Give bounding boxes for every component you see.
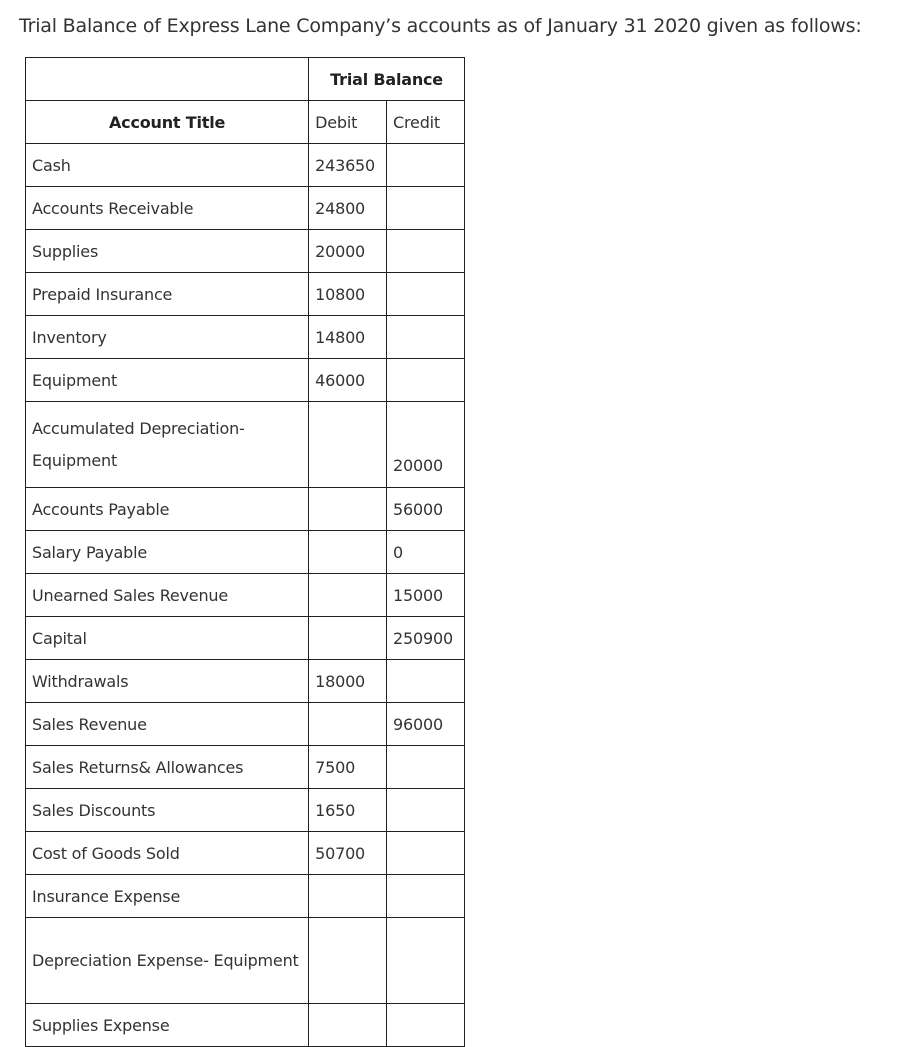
credit-cell: 15000	[387, 574, 465, 617]
table-row	[26, 617, 465, 660]
debit-cell	[309, 402, 387, 488]
credit-cell	[387, 187, 465, 230]
table-row	[26, 832, 465, 875]
table-row	[26, 1004, 465, 1047]
credit-cell	[387, 832, 465, 875]
debit-cell	[309, 531, 387, 574]
table-row	[26, 574, 465, 617]
trial-balance-table	[25, 57, 465, 1047]
table-column-header-row	[26, 101, 465, 144]
table-row	[26, 875, 465, 918]
credit-cell: 0	[387, 531, 465, 574]
table-row	[26, 144, 465, 187]
table-row	[26, 488, 465, 531]
credit-cell: 250900	[387, 617, 465, 660]
table-group-header-row	[26, 58, 465, 101]
debit-cell	[309, 617, 387, 660]
account-cell: Cash	[26, 144, 309, 187]
credit-cell	[387, 273, 465, 316]
account-cell: Salary Payable	[26, 531, 309, 574]
account-cell: Sales Discounts	[26, 789, 309, 832]
table-row	[26, 359, 465, 402]
account-cell: Withdrawals	[26, 660, 309, 703]
debit-cell: 20000	[309, 230, 387, 273]
account-cell: Depreciation Expense- Equipment	[26, 918, 309, 1004]
account-cell: Insurance Expense	[26, 875, 309, 918]
table-row	[26, 789, 465, 832]
debit-cell	[309, 875, 387, 918]
account-cell: Accounts Receivable	[26, 187, 309, 230]
account-cell: Prepaid Insurance	[26, 273, 309, 316]
debit-cell: 243650	[309, 144, 387, 187]
debit-cell	[309, 574, 387, 617]
page-heading: Trial Balance of Express Lane Company’s accounts as of January 31 2020 given as follows:	[19, 15, 862, 37]
credit-header: Credit	[387, 101, 465, 144]
credit-cell: 20000	[387, 402, 465, 488]
empty-header-cell	[26, 58, 309, 101]
table-row	[26, 273, 465, 316]
credit-cell	[387, 789, 465, 832]
account-cell: Supplies	[26, 230, 309, 273]
account-cell: Sales Revenue	[26, 703, 309, 746]
credit-cell	[387, 316, 465, 359]
credit-cell	[387, 875, 465, 918]
credit-cell: 56000	[387, 488, 465, 531]
debit-cell	[309, 1004, 387, 1047]
debit-cell: 14800	[309, 316, 387, 359]
account-cell: Cost of Goods Sold	[26, 832, 309, 875]
debit-cell	[309, 703, 387, 746]
table-row	[26, 703, 465, 746]
debit-cell: 10800	[309, 273, 387, 316]
debit-cell: 24800	[309, 187, 387, 230]
credit-cell	[387, 746, 465, 789]
account-cell: Accounts Payable	[26, 488, 309, 531]
credit-cell	[387, 660, 465, 703]
table-row	[26, 316, 465, 359]
account-title-header: Account Title	[26, 101, 309, 144]
table-row	[26, 746, 465, 789]
debit-cell: 7500	[309, 746, 387, 789]
table-row	[26, 918, 465, 1004]
credit-cell	[387, 918, 465, 1004]
credit-cell	[387, 230, 465, 273]
table-row	[26, 187, 465, 230]
credit-cell: 96000	[387, 703, 465, 746]
debit-cell: 1650	[309, 789, 387, 832]
account-cell: Unearned Sales Revenue	[26, 574, 309, 617]
account-cell: Equipment	[26, 359, 309, 402]
table-row	[26, 531, 465, 574]
debit-cell	[309, 918, 387, 1004]
table-row	[26, 402, 465, 488]
account-cell: Supplies Expense	[26, 1004, 309, 1047]
account-cell: Inventory	[26, 316, 309, 359]
debit-cell	[309, 488, 387, 531]
debit-cell: 46000	[309, 359, 387, 402]
trial-balance-header: Trial Balance	[309, 58, 465, 101]
credit-cell	[387, 144, 465, 187]
debit-cell: 18000	[309, 660, 387, 703]
table-row	[26, 230, 465, 273]
account-cell: Sales Returns& Allowances	[26, 746, 309, 789]
debit-cell: 50700	[309, 832, 387, 875]
account-cell: Accumulated Depreciation- Equipment	[26, 402, 309, 488]
table-row	[26, 660, 465, 703]
debit-header: Debit	[309, 101, 387, 144]
credit-cell	[387, 359, 465, 402]
credit-cell	[387, 1004, 465, 1047]
account-cell: Capital	[26, 617, 309, 660]
